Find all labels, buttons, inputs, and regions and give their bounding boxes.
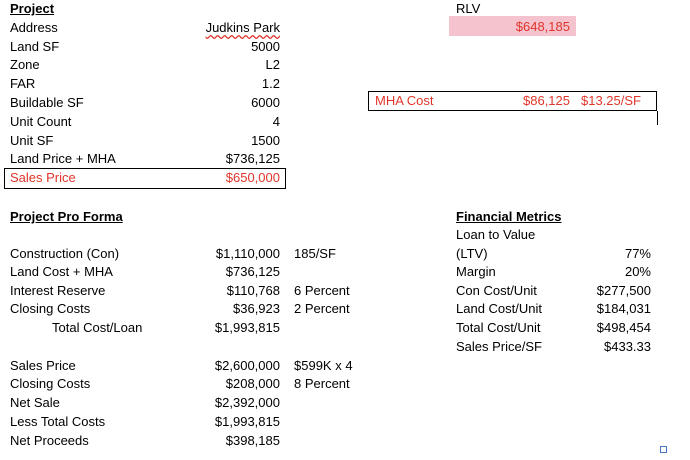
pro-forma-heading: Project Pro Forma [10,209,123,224]
mha-cost-value[interactable]: $86,125 [523,93,570,108]
sales-price-pf-label: Sales Price [10,358,76,373]
sales-price-value[interactable]: $650,000 [225,170,280,185]
rlv-label: RLV [456,1,481,16]
margin-label: Margin [456,264,496,279]
margin-value[interactable]: 20% [624,264,651,279]
net-proceeds-value[interactable]: $398,185 [225,433,280,448]
interest-reserve-label: Interest Reserve [10,283,106,298]
far-label: FAR [10,76,36,91]
land-cost-unit-value[interactable]: $184,031 [596,301,651,316]
unit-sf-label: Unit SF [10,133,54,148]
closing-costs-value[interactable]: $36,923 [233,301,280,316]
sales-price-label: Sales Price [10,170,76,185]
total-cost-unit-value[interactable]: $498,454 [596,320,651,335]
construction-value[interactable]: $1,110,000 [215,246,280,261]
closing-costs-2-value[interactable]: $208,000 [225,376,280,391]
closing-costs-2-label: Closing Costs [10,376,91,391]
land-sf-value[interactable]: 5000 [251,39,280,54]
net-proceeds-label: Net Proceeds [10,433,89,448]
con-cost-unit-label: Con Cost/Unit [456,283,537,298]
interest-reserve-note[interactable]: 6 Percent [294,283,350,298]
construction-label: Construction (Con) [10,246,120,261]
land-cost-unit-label: Land Cost/Unit [456,301,542,316]
ltv-label: (LTV) [456,246,488,261]
ltv-value[interactable]: 77% [624,246,651,261]
rlv-value: $648,185 [515,19,570,34]
construction-note[interactable]: 185/SF [294,246,336,261]
address-value[interactable] [180,20,280,36]
buildable-sf-label: Buildable SF [10,95,84,110]
mha-cost-label: MHA Cost [375,93,434,108]
unit-count-label: Unit Count [10,114,72,129]
closing-costs-label: Closing Costs [10,301,91,316]
zone-value[interactable]: L2 [265,57,280,72]
mha-box-tick [657,111,658,125]
land-price-mha-label: Land Price + MHA [10,151,116,166]
resize-handle-icon[interactable] [660,446,667,453]
sales-price-pf-note[interactable]: $599K x 4 [294,358,353,373]
total-cost-loan-value[interactable]: $1,993,815 [214,320,280,335]
sales-price-sf-value[interactable]: $433.33 [604,339,651,354]
land-cost-mha-label: Land Cost + MHA [10,264,113,279]
mha-cost-rate[interactable]: $13.25/SF [581,93,641,108]
total-cost-loan-label: Total Cost/Loan [52,320,143,335]
less-total-costs-label: Less Total Costs [10,414,106,429]
address-value-text: Judkins Park [205,20,280,35]
financial-metrics-heading: Financial Metrics [456,209,562,224]
loan-to-value-label: Loan to Value [456,227,536,242]
land-sf-label: Land SF [10,39,60,54]
sales-price-pf-value[interactable]: $2,600,000 [214,358,280,373]
closing-costs-note[interactable]: 2 Percent [294,301,350,316]
con-cost-unit-value[interactable]: $277,500 [596,283,651,298]
zone-label: Zone [10,57,40,72]
land-price-mha-value[interactable]: $736,125 [225,151,280,166]
unit-count-value[interactable]: 4 [272,114,280,129]
net-sale-value[interactable]: $2,392,000 [214,395,280,410]
land-cost-mha-value[interactable]: $736,125 [225,264,280,279]
address-label: Address [10,20,58,35]
total-cost-unit-label: Total Cost/Unit [456,320,541,335]
unit-sf-value[interactable]: 1500 [251,133,280,148]
far-value[interactable]: 1.2 [261,76,280,91]
net-sale-label: Net Sale [10,395,60,410]
project-heading: Project [10,1,55,16]
interest-reserve-value[interactable]: $110,768 [226,283,280,298]
closing-costs-2-note[interactable]: 8 Percent [294,376,350,391]
less-total-costs-value[interactable]: $1,993,815 [214,414,280,429]
sales-price-sf-label: Sales Price/SF [456,339,542,354]
buildable-sf-value[interactable]: 6000 [251,95,280,110]
